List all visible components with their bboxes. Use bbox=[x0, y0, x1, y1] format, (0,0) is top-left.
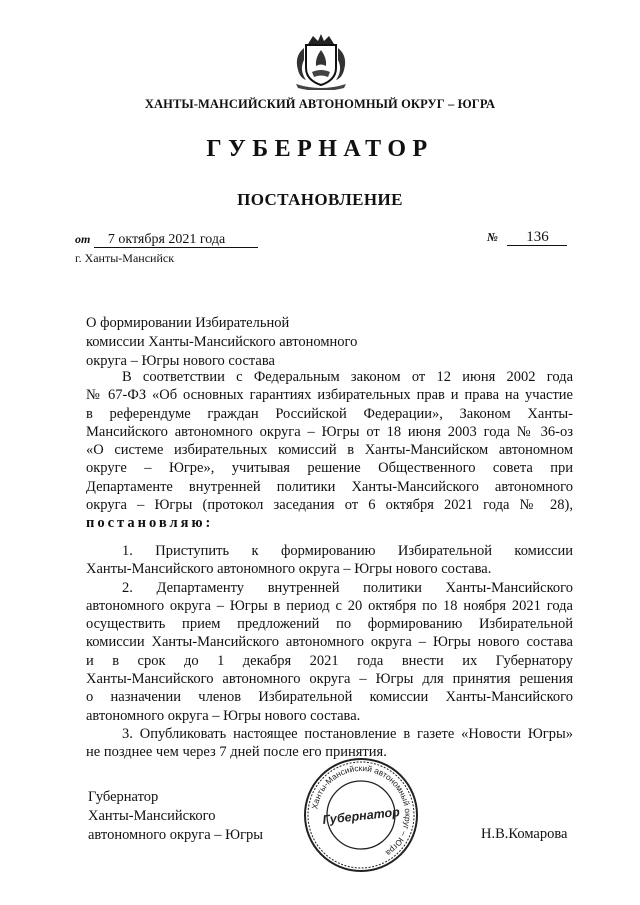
document-number: 136 bbox=[507, 230, 567, 246]
position-line: автономного округа – Югры bbox=[88, 827, 264, 843]
date-prefix: от bbox=[75, 232, 91, 246]
number-prefix: № bbox=[487, 230, 498, 244]
coat-of-arms-icon bbox=[290, 30, 352, 90]
document-date: 7 октября 2021 года bbox=[94, 232, 258, 248]
resolve-word bbox=[86, 514, 573, 532]
seal-ring-path: Ханты-Мансийский автономный округ – Югра bbox=[309, 762, 414, 859]
seal-center-text: Губернатор bbox=[321, 804, 401, 828]
item-line: и в срок до 1 декабря 2021 года внести их Губернатору bbox=[86, 652, 573, 669]
date-line bbox=[75, 232, 258, 248]
item-line: осуществить прием предложений по формированию Избирательной bbox=[86, 616, 573, 633]
title-line: комиссии Ханты-Мансийского автономного bbox=[86, 334, 358, 350]
position-line: Губернатор bbox=[88, 789, 159, 805]
preamble-line: округе – Югре», учитывая решение Общественного совета при bbox=[86, 460, 573, 477]
decree-items bbox=[86, 542, 573, 762]
preamble-line: № 67-ФЗ «Об основных гарантиях избирательных прав и права на участие bbox=[86, 387, 573, 404]
title-line: О формировании Избирательной bbox=[86, 315, 290, 331]
preamble-line: в референдуме граждан Российской Федерации», Законом Ханты- bbox=[86, 405, 573, 422]
signatory-name: Н.В.Комарова bbox=[481, 826, 568, 842]
signatory-position bbox=[88, 788, 263, 845]
item-line: Ханты-Мансийского автономного округа – Югры нового состава. bbox=[86, 561, 492, 578]
item-line: 2. Департаменту внутренней политики Ханты-Мансийского bbox=[122, 579, 573, 596]
preamble-line: В соответствии с Федеральным законом от 12 июня 2002 года bbox=[122, 369, 573, 385]
authority-title: ГУБЕРНАТОР bbox=[206, 136, 434, 162]
document-title bbox=[86, 314, 357, 371]
item-line: автономного округа – Югры в период с 20 октября по 18 ноября 2021 года bbox=[86, 597, 573, 614]
position-line: Ханты-Мансийского bbox=[88, 808, 216, 824]
official-seal-icon bbox=[302, 756, 420, 874]
resolve-word-text: постановляю: bbox=[86, 515, 214, 532]
item-line: Ханты-Мансийского автономного округа – Югры для принятия решения bbox=[86, 671, 573, 688]
city: г. Ханты-Мансийск bbox=[75, 251, 175, 265]
preamble-line: Мансийского автономного округа – Югры от 18 июня 2003 года № 36-оз bbox=[86, 423, 573, 440]
item-line: 3. Опубликовать настоящее постановление в газете «Новости Югры» bbox=[122, 725, 573, 742]
item-line: не позднее чем через 7 дней после его принятия. bbox=[86, 744, 387, 761]
region-name: ХАНТЫ-МАНСИЙСКИЙ АВТОНОМНЫЙ ОКРУГ – ЮГРА bbox=[144, 97, 496, 111]
item-line: автономного округа – Югры нового состава. bbox=[86, 707, 361, 724]
preamble bbox=[86, 368, 573, 533]
document-type: ПОСТАНОВЛЕНИЕ bbox=[237, 190, 403, 209]
title-line: округа – Югры нового состава bbox=[86, 353, 275, 369]
preamble-line: «О системе избирательных комиссий в Ханты-Мансийском автономном bbox=[86, 442, 573, 459]
item-line: 1. Приступить к формированию Избирательной комиссии bbox=[122, 543, 573, 559]
number-line bbox=[487, 230, 567, 246]
preamble-line: Департаменте внутренней политики Ханты-Мансийского автономного bbox=[86, 478, 573, 495]
item-line: о назначении членов Избирательной комиссии Ханты-Мансийского bbox=[86, 689, 573, 706]
item-line: комиссии Ханты-Мансийского автономного округа – Югры нового состава bbox=[86, 634, 573, 651]
preamble-line: округа – Югры (протокол заседания от 6 октября 2021 года № 28), bbox=[86, 497, 573, 514]
